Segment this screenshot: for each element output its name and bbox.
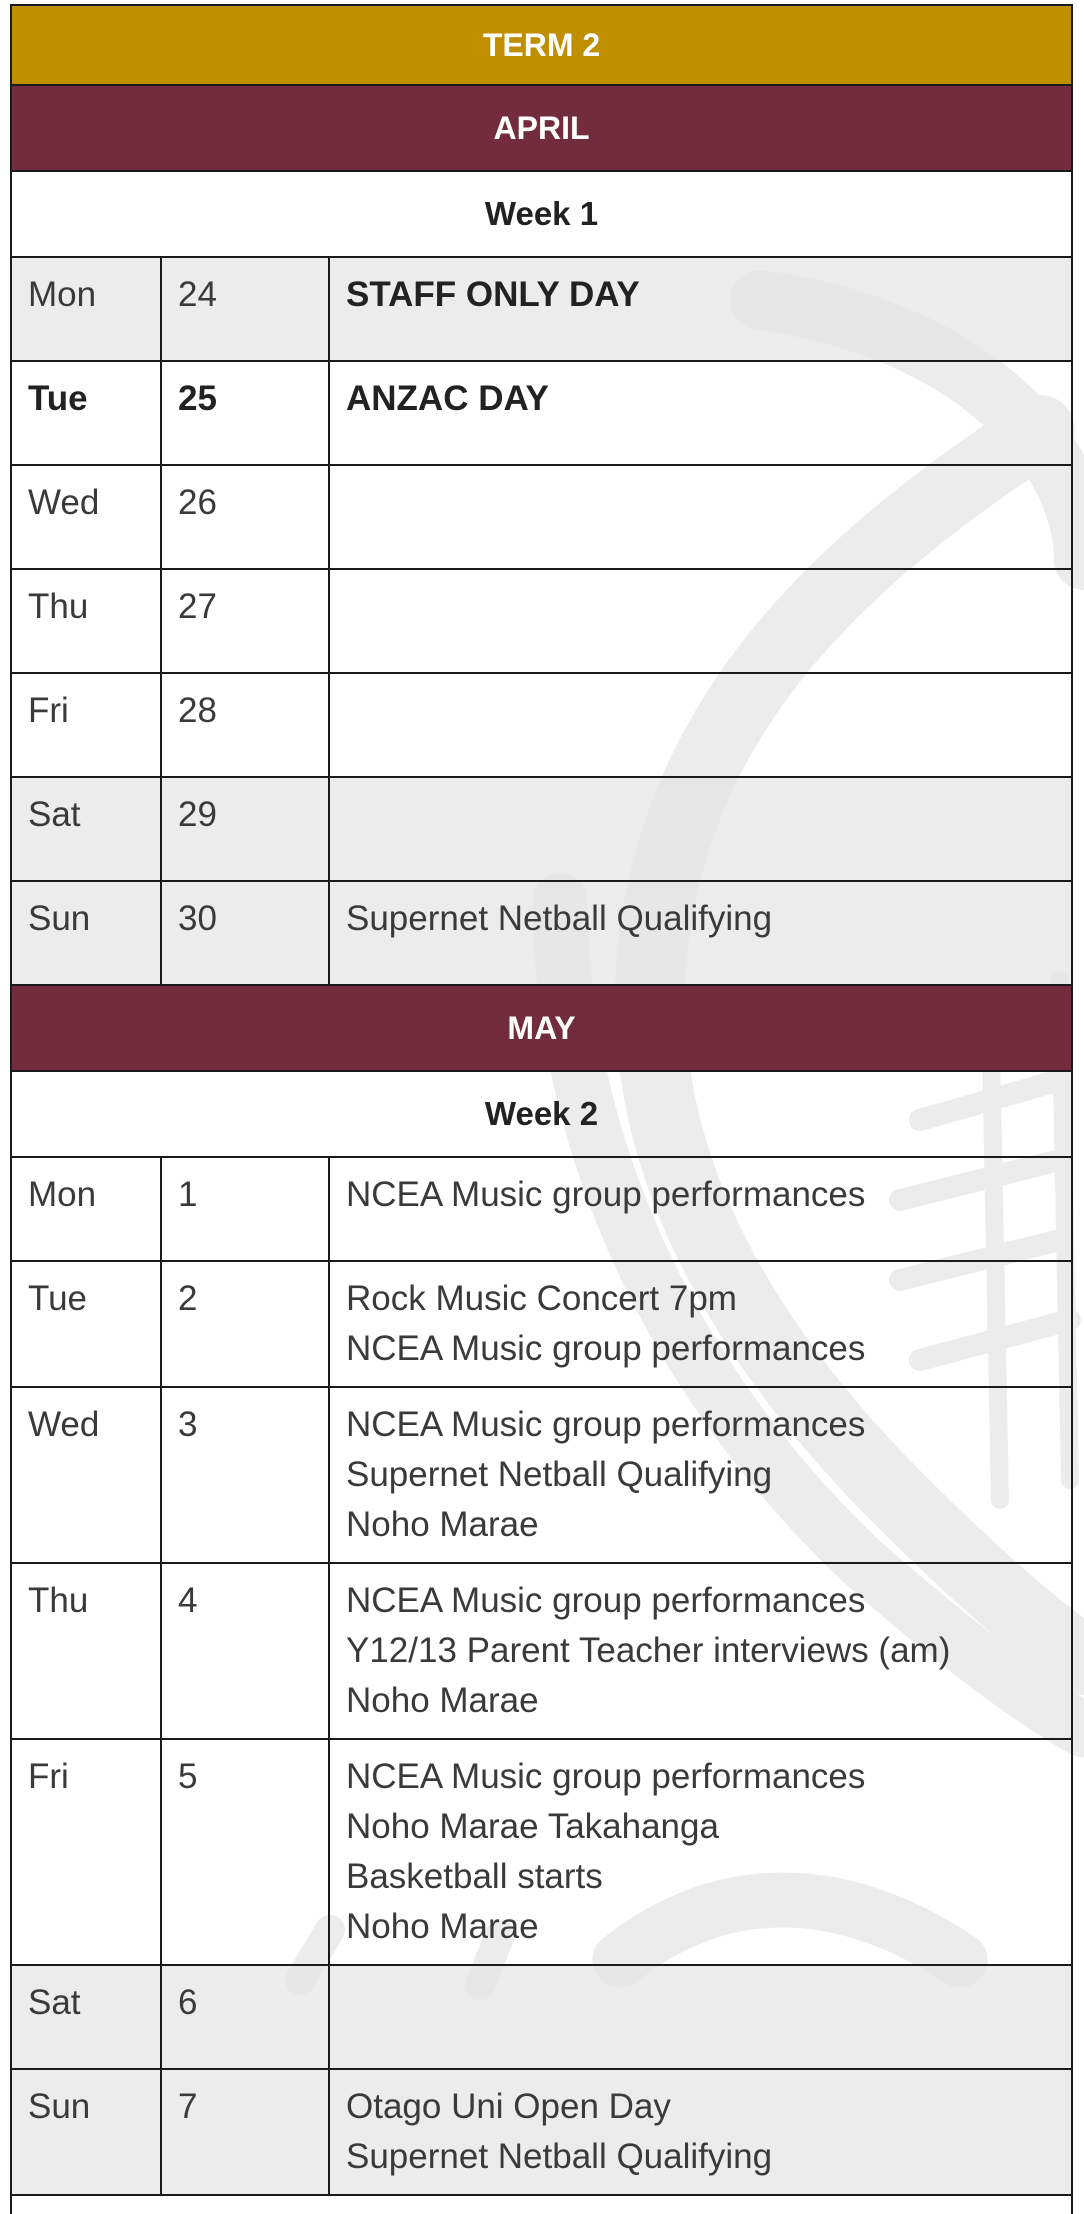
- event-text: ANZAC DAY: [346, 379, 549, 418]
- day-events: [329, 2069, 1072, 2195]
- week-header-row: [11, 171, 1072, 257]
- month-header-row: [11, 985, 1072, 1071]
- day-row: [11, 1563, 1072, 1739]
- day-date: 25: [161, 361, 329, 465]
- event-text: NCEA Music group performances: [346, 1581, 866, 1620]
- day-events: [329, 465, 1072, 569]
- day-name: Sat: [11, 1965, 161, 2069]
- event-text: Noho Marae: [346, 1907, 539, 1946]
- event-text: Y12/13 Parent Teacher interviews (am): [346, 1631, 951, 1670]
- day-name: Mon: [11, 1157, 161, 1261]
- event-text: Supernet Netball Qualifying: [346, 899, 773, 938]
- day-date: 5: [161, 1739, 329, 1965]
- day-row: [11, 2069, 1072, 2195]
- day-date: 27: [161, 569, 329, 673]
- day-row: [11, 1261, 1072, 1387]
- event-text: Supernet Netball Qualifying: [346, 2137, 773, 2176]
- event-text: Supernet Netball Qualifying: [346, 1455, 773, 1494]
- day-date: 26: [161, 465, 329, 569]
- table-continuation-row: [11, 2195, 1072, 2214]
- day-name: Mon: [11, 257, 161, 361]
- month-name: MAY: [11, 985, 1072, 1071]
- week-label: Week 2: [11, 1071, 1072, 1157]
- day-name: Thu: [11, 1563, 161, 1739]
- day-row: [11, 777, 1072, 881]
- day-row: [11, 465, 1072, 569]
- day-events: [329, 1563, 1072, 1739]
- month-header-row: [11, 85, 1072, 171]
- day-name: Wed: [11, 1387, 161, 1563]
- day-date: 4: [161, 1563, 329, 1739]
- day-name: Wed: [11, 465, 161, 569]
- day-date: 2: [161, 1261, 329, 1387]
- day-row: [11, 1739, 1072, 1965]
- day-row: [11, 1965, 1072, 2069]
- day-name: Fri: [11, 1739, 161, 1965]
- day-date: 24: [161, 257, 329, 361]
- day-row: [11, 1387, 1072, 1563]
- event-text: Rock Music Concert 7pm: [346, 1279, 737, 1318]
- event-text: STAFF ONLY DAY: [346, 275, 640, 314]
- event-text: Otago Uni Open Day: [346, 2087, 671, 2126]
- day-events: [329, 569, 1072, 673]
- term-title: TERM 2: [11, 5, 1072, 85]
- day-events: [329, 1387, 1072, 1563]
- day-name: Sun: [11, 2069, 161, 2195]
- day-row: [11, 1157, 1072, 1261]
- day-date: 6: [161, 1965, 329, 2069]
- day-events: [329, 1965, 1072, 2069]
- day-events: [329, 1157, 1072, 1261]
- day-events: [329, 257, 1072, 361]
- day-row: [11, 569, 1072, 673]
- month-name: APRIL: [11, 85, 1072, 171]
- day-events: [329, 1261, 1072, 1387]
- day-name: Sat: [11, 777, 161, 881]
- event-text: Noho Marae: [346, 1681, 539, 1720]
- day-date: 7: [161, 2069, 329, 2195]
- day-name: Tue: [11, 1261, 161, 1387]
- day-row: [11, 673, 1072, 777]
- day-events: [329, 673, 1072, 777]
- event-text: NCEA Music group performances: [346, 1757, 866, 1796]
- day-row: [11, 361, 1072, 465]
- event-text: Basketball starts: [346, 1857, 603, 1896]
- day-date: 3: [161, 1387, 329, 1563]
- event-text: NCEA Music group performances: [346, 1175, 866, 1214]
- day-events: [329, 777, 1072, 881]
- day-name: Tue: [11, 361, 161, 465]
- continuation-cell: [11, 2195, 1072, 2214]
- day-events: [329, 1739, 1072, 1965]
- day-row: [11, 881, 1072, 985]
- week-header-row: [11, 1071, 1072, 1157]
- week-label: Week 1: [11, 171, 1072, 257]
- term-header-row: [11, 5, 1072, 85]
- day-name: Fri: [11, 673, 161, 777]
- day-date: 1: [161, 1157, 329, 1261]
- event-text: Noho Marae: [346, 1505, 539, 1544]
- event-text: NCEA Music group performances: [346, 1405, 866, 1444]
- event-text: NCEA Music group performances: [346, 1329, 866, 1368]
- term-calendar-table: [10, 4, 1073, 2214]
- day-date: 30: [161, 881, 329, 985]
- day-events: [329, 881, 1072, 985]
- day-date: 29: [161, 777, 329, 881]
- day-name: Sun: [11, 881, 161, 985]
- day-row: [11, 257, 1072, 361]
- event-text: Noho Marae Takahanga: [346, 1807, 719, 1846]
- day-name: Thu: [11, 569, 161, 673]
- day-events: [329, 361, 1072, 465]
- day-date: 28: [161, 673, 329, 777]
